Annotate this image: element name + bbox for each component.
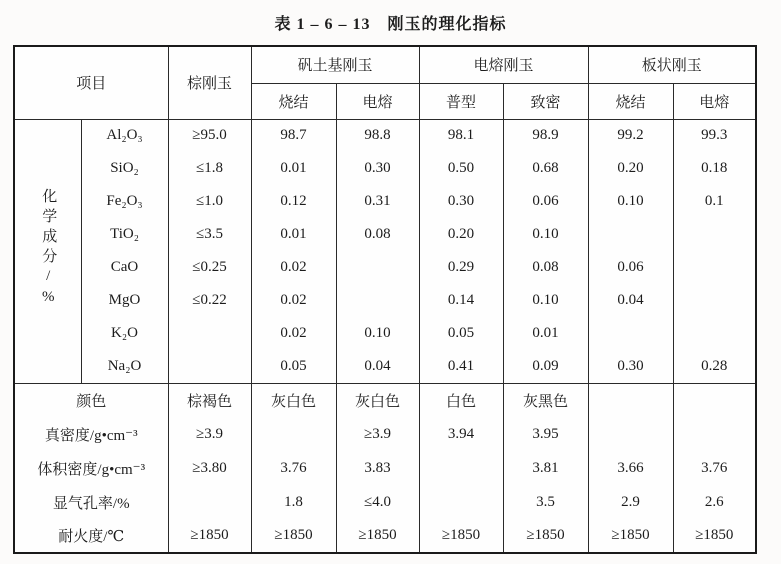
cell: 0.20 [419,218,503,251]
cell: ≥3.80 [168,451,251,485]
cell: 98.7 [251,119,336,152]
row-label-apparent-porosity: 显气孔率/% [14,485,168,519]
cell: 0.50 [419,152,503,185]
cell: 0.1 [673,185,756,218]
table-row [14,485,756,519]
cell: 2.9 [588,485,673,519]
cell: 灰白色 [336,383,419,417]
subcol-header-tabular-fused: 电熔 [673,83,756,119]
cell: 0.68 [503,152,588,185]
cell: ≥1850 [251,519,336,553]
cell: 3.76 [673,451,756,485]
cell: 0.04 [336,350,419,383]
cell: 0.31 [336,185,419,218]
cell [419,485,503,519]
cell: 3.76 [251,451,336,485]
cell: ≤1.8 [168,152,251,185]
cell: 3.81 [503,451,588,485]
table-row [14,350,756,383]
cell: 3.5 [503,485,588,519]
row-label-refractoriness: 耐火度/℃ [14,519,168,553]
cell: ≤0.22 [168,284,251,317]
cell: 0.30 [419,185,503,218]
cell [419,451,503,485]
table-row [14,284,756,317]
cell: 98.8 [336,119,419,152]
cell: 0.05 [251,350,336,383]
cell: 0.01 [503,317,588,350]
cell: 0.14 [419,284,503,317]
cell [588,317,673,350]
cell [673,383,756,417]
chem-formula: K₂O [81,317,168,350]
cell [673,251,756,284]
cell: ≥1850 [503,519,588,553]
cell: 0.09 [503,350,588,383]
subcol-header-fused-dense: 致密 [503,83,588,119]
cell: ≥3.9 [336,417,419,451]
table-row [14,317,756,350]
cell [588,218,673,251]
table-row [14,519,756,553]
cell [673,417,756,451]
cell: ≤0.25 [168,251,251,284]
cell: 0.10 [588,185,673,218]
cell [673,218,756,251]
table-row [14,152,756,185]
subcol-header-tabular-sintered: 烧结 [588,83,673,119]
cell: ≤1.0 [168,185,251,218]
corundum-properties-table [13,45,757,554]
cell: 0.05 [419,317,503,350]
cell: 0.20 [588,152,673,185]
table-title: 表 1 – 6 – 13 刚玉的理化指标 [274,16,507,33]
cell: 0.41 [419,350,503,383]
col-header-brown-corundum: 棕刚玉 [168,46,251,119]
cell: ≥1850 [419,519,503,553]
cell [673,284,756,317]
cell: 3.94 [419,417,503,451]
col-header-fused-corundum: 电熔刚玉 [419,46,588,83]
cell [673,317,756,350]
cell: 灰黑色 [503,383,588,417]
cell: 3.66 [588,451,673,485]
cell: 0.06 [503,185,588,218]
cell: 0.30 [336,152,419,185]
cell: ≤4.0 [336,485,419,519]
chem-formula: Na₂O [81,350,168,383]
table-row [14,185,756,218]
cell: ≥3.9 [168,417,251,451]
cell: ≥1850 [168,519,251,553]
cell: 0.10 [336,317,419,350]
cell: ≤3.5 [168,218,251,251]
cell: 0.02 [251,317,336,350]
table-row [14,218,756,251]
subcol-header-bauxite-fused: 电熔 [336,83,419,119]
cell: 0.10 [503,284,588,317]
col-header-tabular-corundum: 板状刚玉 [588,46,756,83]
cell: 0.08 [336,218,419,251]
chem-formula: TiO₂ [81,218,168,251]
row-label-bulk-density: 体积密度/g•cm⁻³ [14,451,168,485]
chem-formula: Fe₂O₃ [81,185,168,218]
cell: 0.28 [673,350,756,383]
cell [336,251,419,284]
cell: 0.08 [503,251,588,284]
cell: 白色 [419,383,503,417]
cell: 灰白色 [251,383,336,417]
subcol-header-bauxite-sintered: 烧结 [251,83,336,119]
cell: ≥1850 [588,519,673,553]
table-row [14,251,756,284]
cell: 1.8 [251,485,336,519]
cell: 0.02 [251,284,336,317]
cell: 98.1 [419,119,503,152]
cell: 3.83 [336,451,419,485]
chem-formula: MgO [81,284,168,317]
chem-formula: CaO [81,251,168,284]
cell: 99.3 [673,119,756,152]
table-row [14,417,756,451]
cell: 98.9 [503,119,588,152]
cell [588,417,673,451]
cell: 0.29 [419,251,503,284]
cell [168,317,251,350]
cell: 0.01 [251,218,336,251]
col-header-item: 项目 [14,46,168,119]
cell [168,485,251,519]
cell: 3.95 [503,417,588,451]
chem-formula: Al₂O₃ [81,119,168,152]
cell: 0.01 [251,152,336,185]
cell: 0.12 [251,185,336,218]
col-header-bauxite-based-corundum: 矾土基刚玉 [251,46,419,83]
cell [588,383,673,417]
table-row [14,451,756,485]
cell: 棕褐色 [168,383,251,417]
row-label-color: 颜色 [14,383,168,417]
cell: ≥95.0 [168,119,251,152]
table-row [14,383,756,417]
cell: ≥1850 [673,519,756,553]
cell: ≥1850 [336,519,419,553]
cell: 0.30 [588,350,673,383]
cell [336,284,419,317]
cell: 0.04 [588,284,673,317]
cell: 2.6 [673,485,756,519]
section-label-chemical-composition: 化学成分/% [14,119,81,383]
subcol-header-fused-normal: 普型 [419,83,503,119]
cell: 0.10 [503,218,588,251]
cell: 99.2 [588,119,673,152]
cell: 0.18 [673,152,756,185]
cell: 0.02 [251,251,336,284]
row-label-true-density: 真密度/g•cm⁻³ [14,417,168,451]
cell [251,417,336,451]
cell [168,350,251,383]
table-row [14,119,756,152]
chem-formula: SiO₂ [81,152,168,185]
cell: 0.06 [588,251,673,284]
